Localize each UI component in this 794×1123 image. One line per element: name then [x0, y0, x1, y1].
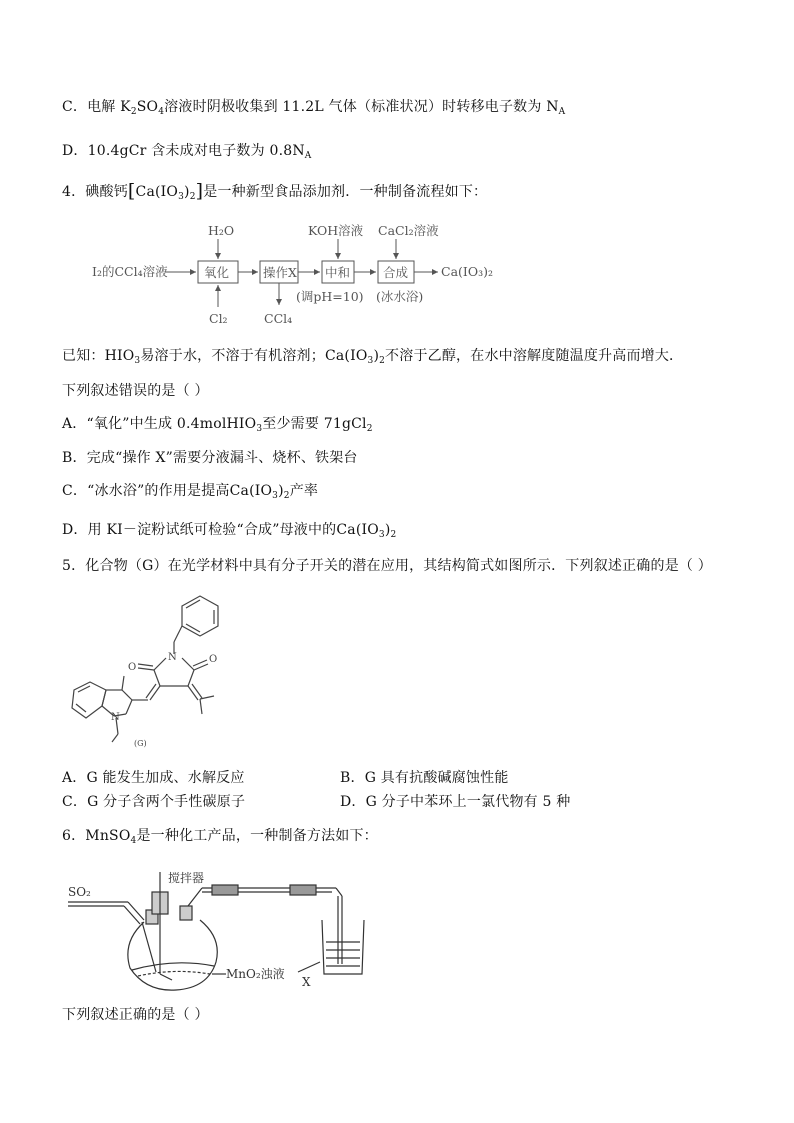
q5-option-a-row: [62, 768, 245, 788]
svg-text:操作X: 操作X: [263, 265, 297, 280]
q4-option-a: A．“氧化”中生成 0.4molHIO$_3$至少需要 71gCl$_2$: [62, 416, 373, 434]
svg-text:合成: 合成: [383, 265, 409, 280]
svg-text:Ca(IO₃)₂: Ca(IO₃)₂: [441, 264, 493, 279]
svg-text:O: O: [209, 654, 218, 665]
q6-question: 下列叙述正确的是（ ）: [62, 1007, 209, 1023]
flow-start: I₂的CCl₄溶液: [92, 264, 168, 279]
q6-stem: 6．MnSO$_4$是一种化工产品，一种制备方法如下：: [62, 828, 378, 846]
q4-stem: 4．碘酸钙$[Ca(IO_3)_2]$是一种新型食品添加剂．一种制备流程如下：: [62, 180, 488, 202]
svg-text:CCl₄: CCl₄: [264, 311, 293, 326]
q5-option-d: D．G 分子中苯环上一氯代物有 5 种: [340, 794, 571, 810]
svg-text:H₂O: H₂O: [208, 223, 235, 238]
q4-known: 已知：$HIO_3$易溶于水，不溶于有机溶剂；$Ca(IO_3)_2$不溶于乙醇，在水中溶解度随温度升高而增大．: [62, 348, 684, 366]
q3-option-c: C．电解 $K_2SO_4$溶液时阴极收集到 11.2L 气体（标准状况）时转移电子数为 $N_A$: [62, 99, 566, 117]
svg-text:KOH溶液: KOH溶液: [308, 223, 364, 238]
q4-question: 下列叙述错误的是（ ）: [62, 383, 209, 399]
svg-text:搅拌器: 搅拌器: [168, 871, 205, 885]
svg-text:X: X: [302, 975, 311, 989]
svg-text:SO₂: SO₂: [68, 885, 91, 899]
svg-text:(G): (G): [134, 739, 147, 748]
svg-text:氧化: 氧化: [204, 265, 230, 280]
q5-option-a: A．G 能发生加成、水解反应: [62, 770, 245, 786]
svg-text:N: N: [168, 652, 177, 663]
svg-text:Cl₂: Cl₂: [209, 311, 228, 326]
svg-text:中和: 中和: [325, 265, 351, 280]
svg-text:N: N: [111, 712, 120, 723]
q4-option-c: C．“冰水浴”的作用是提高$Ca(IO_3)_2$产率: [62, 483, 319, 501]
q5-option-b: B．G 具有抗酸碱腐蚀性能: [340, 770, 509, 786]
svg-text:CaCl₂溶液: CaCl₂溶液: [378, 223, 439, 238]
q6-apparatus-figure: [62, 862, 372, 997]
q5-structure-figure: [62, 590, 252, 760]
svg-text:(调pH=10): (调pH=10): [296, 289, 364, 304]
q3-option-d: D．10.4gCr 含未成对电子数为 $0.8N_A$: [62, 143, 312, 161]
q5-option-c: C．G 分子含两个手性碳原子: [62, 794, 246, 810]
svg-text:(冰水浴): (冰水浴): [376, 289, 424, 304]
svg-text:MnO₂浊液: MnO₂浊液: [226, 967, 285, 981]
q4-option-d: D．用 KI－淀粉试纸可检验“合成”母液中的$Ca(IO_3)_2$: [62, 522, 397, 540]
q5-stem: 5．化合物（G）在光学材料中具有分子开关的潜在应用，其结构简式如图所示．下列叙述正确的是（ ）: [62, 558, 712, 574]
svg-text:O: O: [128, 662, 137, 673]
q4-option-b: B．完成“操作 X”需要分液漏斗、烧杯、铁架台: [62, 450, 358, 466]
q4-flow-diagram: [88, 215, 508, 335]
